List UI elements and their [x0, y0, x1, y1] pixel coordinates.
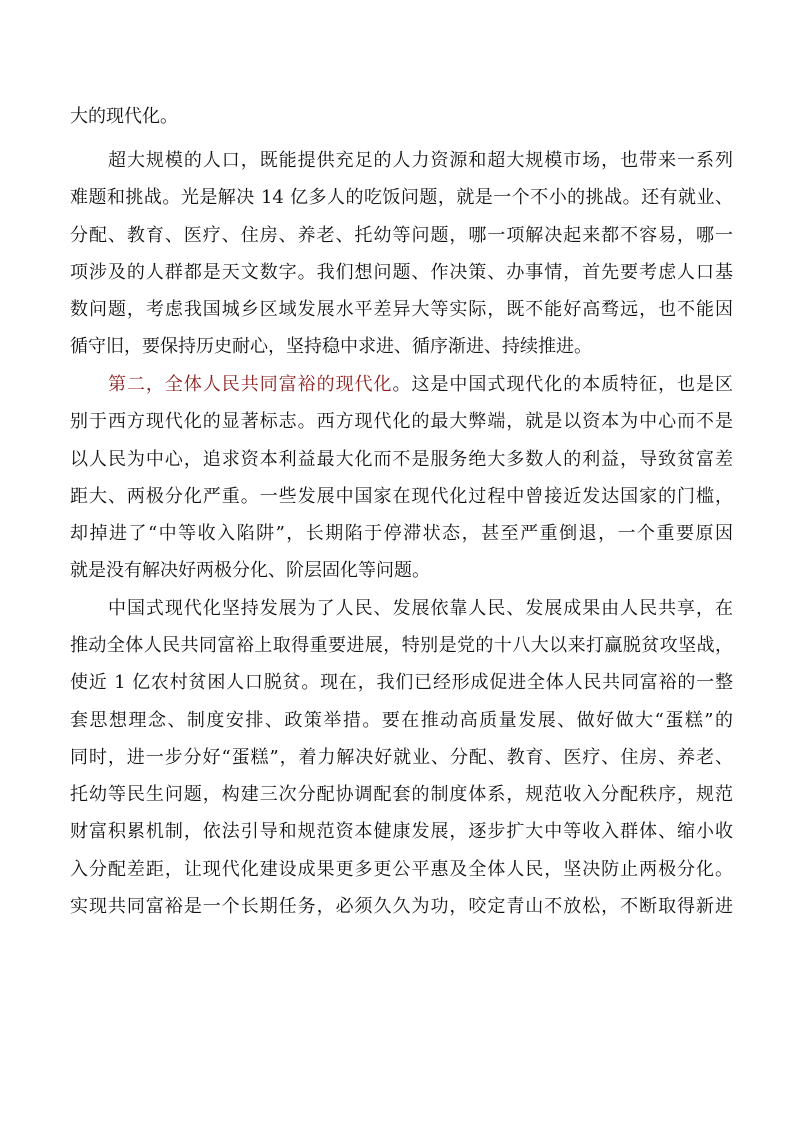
- text-line: 使近 1 亿农村贫困人口脱贫。现在，我们已经形成促进全体人民共同富裕的一整: [70, 672, 733, 693]
- text-line: 以人民为中心，追求资本利益最大化而不是服务绝大多数人的利益，导致贫富差: [70, 449, 733, 470]
- text-line: 数问题，考虑我国城乡区域发展水平差异大等实际，既不能好高骛远，也不能因: [70, 299, 733, 320]
- text-line: 别于西方现代化的显著标志。西方现代化的最大弊端，就是以资本为中心而不是: [70, 411, 733, 432]
- text-line: 套思想理念、制度安排、政策举措。要在推动高质量发展、做好做大“蛋糕”的: [70, 710, 733, 731]
- text-line: 托幼等民生问题，构建三次分配协调配套的制度体系，规范收入分配秩序，规范: [70, 784, 733, 805]
- text-line: 同时，进一步分好“蛋糕”，着力解决好就业、分配、教育、医疗、住房、养老、: [70, 747, 733, 768]
- text-fragment: 。这是中国式现代化的本质特征，也是区: [392, 374, 733, 395]
- text-line: 却掉进了“中等收入陷阱”，长期陷于停滞状态，甚至严重倒退，一个重要原因: [70, 523, 733, 544]
- text-line: 中国式现代化坚持发展为了人民、发展依靠人民、发展成果由人民共享，在: [108, 598, 733, 619]
- text-line: 难题和挑战。光是解决 14 亿多人的吃饭问题，就是一个不小的挑战。还有就业、: [70, 187, 733, 208]
- text-line: 超大规模的人口，既能提供充足的人力资源和超大规模市场，也带来一系列: [108, 150, 733, 171]
- text-line: 循守旧，要保持历史耐心，坚持稳中求进、循序渐进、持续推进。: [70, 336, 592, 357]
- text-line: 分配、教育、医疗、住房、养老、托幼等问题，哪一项解决起来都不容易，哪一: [70, 225, 733, 246]
- text-line: 距大、两极分化严重。一些发展中国家在现代化过程中曾接近发达国家的门槛，: [70, 486, 733, 507]
- section-heading: 第二，全体人民共同富裕的现代化: [108, 374, 393, 395]
- text-line: 项涉及的人群都是天文数字。我们想问题、作决策、办事情，首先要考虑人口基: [70, 262, 733, 283]
- text-line: 大的现代化。: [70, 106, 178, 127]
- text-line: 就是没有解决好两极分化、阶层固化等问题。: [70, 560, 430, 581]
- text-line: 实现共同富裕是一个长期任务，必须久久为功，咬定青山不放松，不断取得新进: [70, 896, 733, 917]
- text-line: 财富积累机制，依法引导和规范资本健康发展，逐步扩大中等收入群体、缩小收: [70, 821, 733, 842]
- text-line: 入分配差距，让现代化建设成果更多更公平惠及全体人民，坚决防止两极分化。: [70, 859, 733, 880]
- section-heading-line: [108, 372, 733, 398]
- text-line: 推动全体人民共同富裕上取得重要进展，特别是党的十八大以来打赢脱贫攻坚战，: [70, 635, 733, 656]
